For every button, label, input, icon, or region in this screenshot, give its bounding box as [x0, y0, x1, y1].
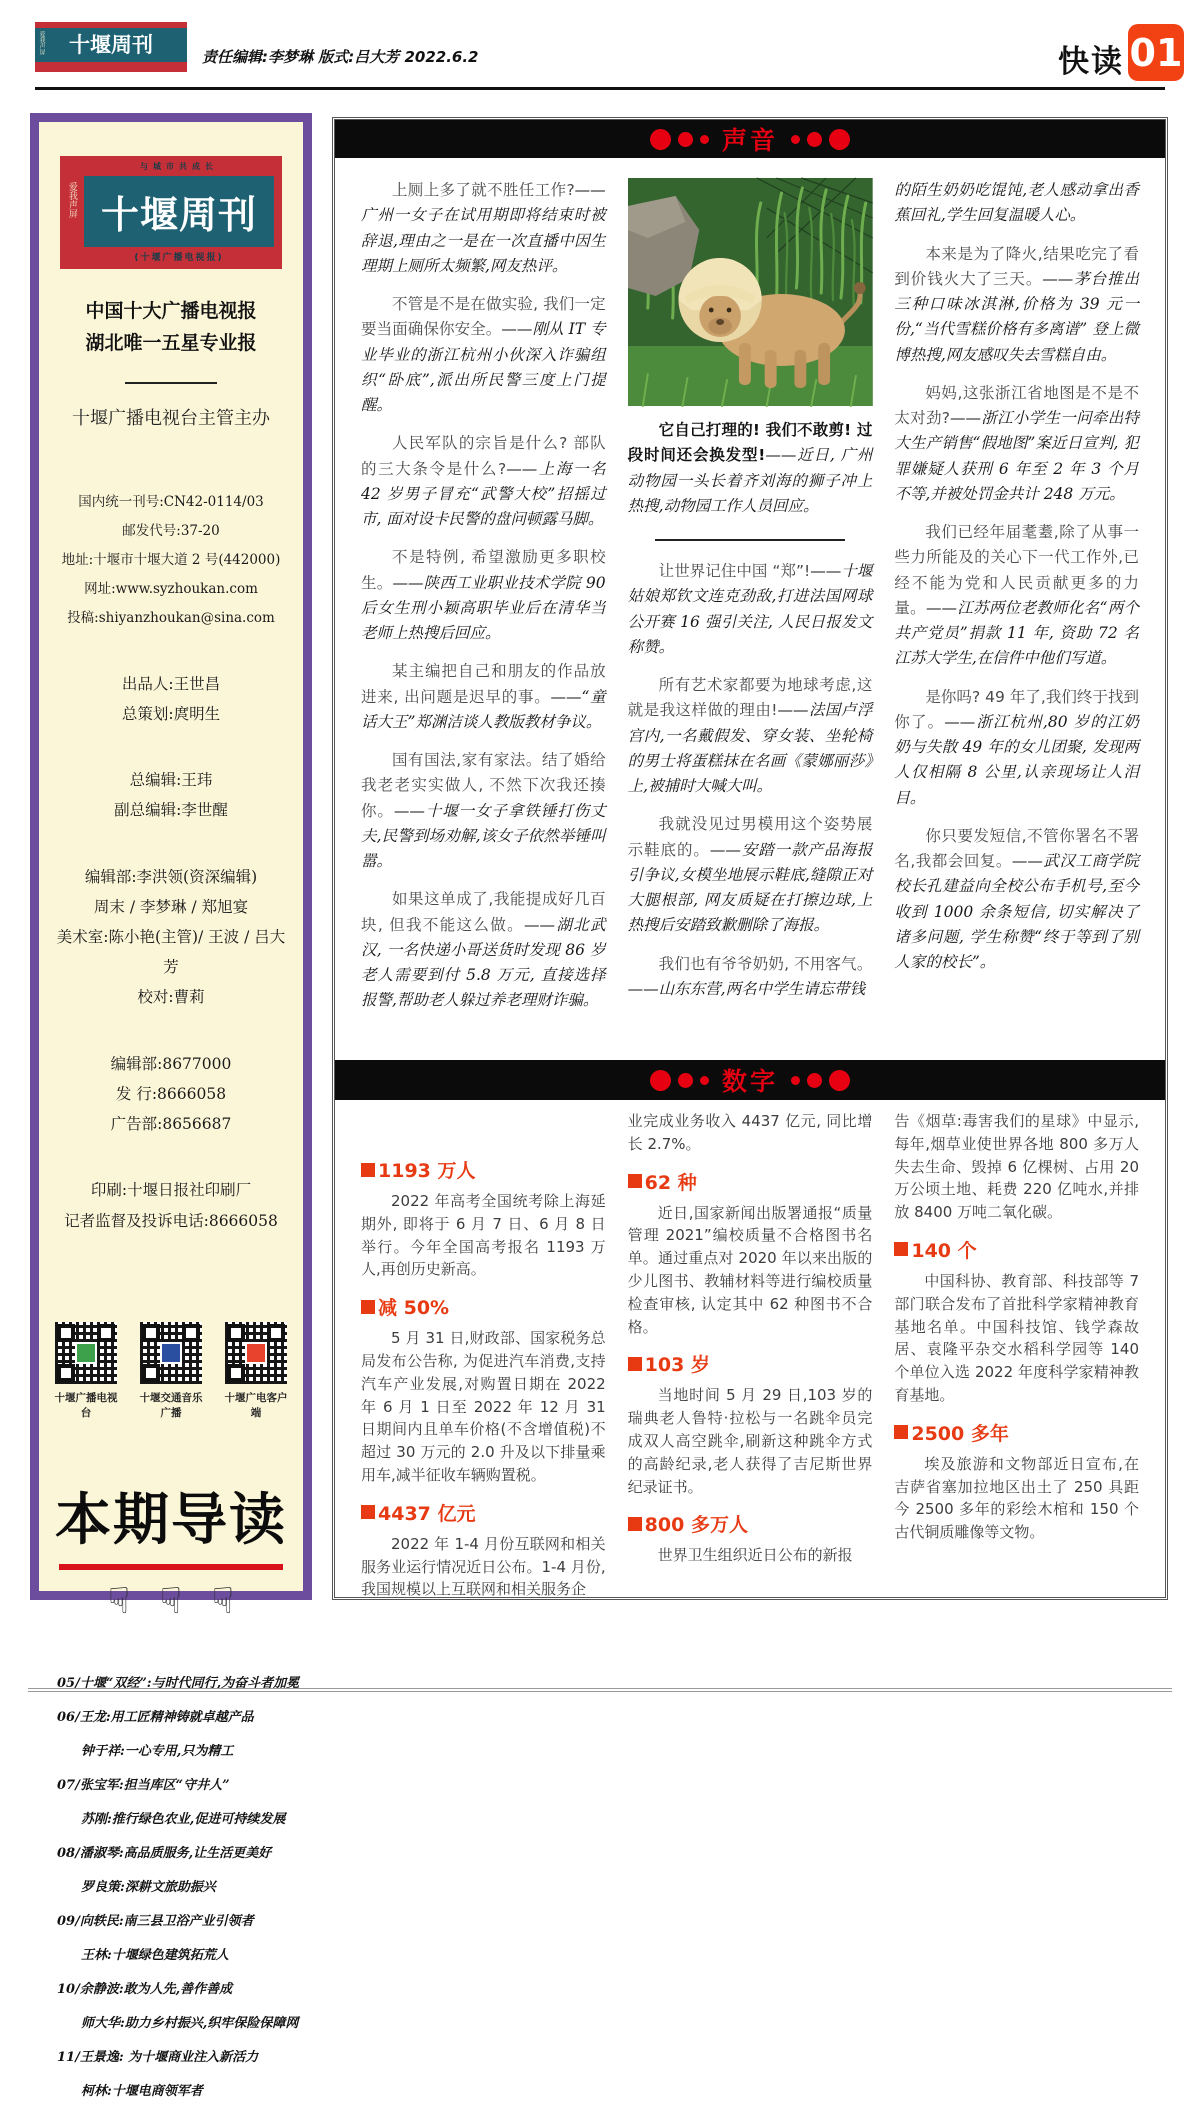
- voice-paragraph: [628, 559, 873, 660]
- numbers-section-body: [335, 1100, 1165, 1605]
- pub-info-line: 国内统一刊号:CN42-0114/03: [78, 493, 264, 510]
- guide-item: 苏刚:推行绿色农业,促进可持续发展: [81, 1812, 286, 1828]
- attribution-text: ——法国卢浮宫内,一名戴假发、穿女装、坐轮椅的男士将蛋糕抹在名画《蒙娜丽莎》上,被捕时大喊大叫。: [627, 701, 873, 795]
- attribution-text: ——安踏一款产品海报引争议,女模坐地展示鞋底,缝隙正对大腿根部, 网友质疑在打擦边球,上热搜后安踏致歉删除了海报。: [627, 840, 873, 935]
- guide-item: 师大华:助力乡村振兴,织牢保险保障网: [81, 2016, 299, 2032]
- attribution-text: ——刚从 IT 专业毕业的浙江杭州小伙深入诈骗组织“卧底”,派出所民警三度上门提醒。: [361, 320, 606, 414]
- voice-paragraph: [628, 952, 873, 1003]
- finger-down-icon: ☟: [211, 1580, 264, 1622]
- masthead: [60, 156, 282, 269]
- number-heading-text: 140 个: [911, 1239, 977, 1262]
- quote-text: 所有艺术家都要为地球考虑,这就是我这样做的理由!: [627, 676, 873, 720]
- voice-paragraph: [894, 824, 1139, 976]
- caption-quote: 它自己打理的! 我们不敢剪! 过段时间还会换发型!: [627, 421, 873, 465]
- attribution-text: ——“童话大王”郑渊洁谈人教版教材争议。: [361, 687, 606, 731]
- red-dot-icon: [650, 129, 671, 150]
- masthead-slogan: 与城市共成长: [140, 162, 218, 171]
- numbers-column-3: [894, 1110, 1139, 1605]
- pub-info-line: 网址:www.syzhoukan.com: [84, 580, 258, 597]
- red-dot-icon: [678, 1073, 693, 1088]
- red-dot-icon: [700, 135, 709, 144]
- pub-info-line: 地址:十堰市十堰大道 2 号(442000): [61, 551, 281, 568]
- number-heading: [628, 1350, 873, 1377]
- guide-item: 09/向轶民:南三县卫浴产业引领者: [57, 1914, 254, 1930]
- red-square-bullet-icon: [628, 1517, 642, 1531]
- guide-title: 本期导读: [55, 1486, 287, 1553]
- guide-item: 罗良策:深耕文旅助振兴: [81, 1880, 216, 1896]
- header-rule: [35, 87, 1165, 90]
- red-square-bullet-icon: [628, 1357, 642, 1371]
- quote-text: 我就没见过男模用这个姿势展示鞋底的。: [627, 815, 873, 859]
- staff-line: 编辑部:李洪领(资深编辑): [84, 867, 258, 886]
- red-square-bullet-icon: [628, 1174, 642, 1188]
- voice-column-2: [628, 178, 873, 1060]
- quote-text: 是你吗? 49 年了,我们终于找到你了。: [894, 687, 1140, 731]
- voice-section-title: 声音: [721, 126, 778, 155]
- editors-credit-line: 责任编辑:李梦琳 版式:吕大芳 2022.6.2: [202, 48, 479, 66]
- guide-item: 10/余静波:敢为人先,善作善成: [57, 1982, 233, 1998]
- attribution-text: ——江苏两位老教师化名“两个共产党员”捐款 11 年, 资助 72 名江苏大学生,在信件中他们写道。: [894, 598, 1140, 668]
- number-body: 埃及旅游和文物部近日宣布,在吉萨省塞加拉地区出土了 250 具距今 2500 多年的彩绘木棺和 150 个古代铜质雕像等文物。: [894, 1454, 1140, 1542]
- number-heading-text: 103 岁: [644, 1354, 710, 1377]
- quote-text: 我们已经年届耄耋,除了从事一些力所能及的关心下一代工作外,已经不能为党和人民贡献更多的力量。: [894, 523, 1140, 617]
- voice-paragraph: [894, 520, 1139, 672]
- voice-paragraph: [361, 748, 606, 874]
- numbers-column-1: [361, 1110, 606, 1605]
- qr-center-logo: [75, 1342, 97, 1364]
- number-heading: [361, 1156, 606, 1183]
- organizer-line: 十堰广播电视台主管主办: [72, 407, 270, 429]
- attribution-text: ——陕西工业职业技术学院 90 后女生刑小颖高职毕业后在清华当老师上热搜后回应。: [361, 573, 606, 642]
- quote-text: 你只要发短信,不管你署名不署名,我都会回复。: [894, 826, 1140, 870]
- staff-line: 副总编辑:李世醒: [114, 801, 228, 820]
- page-number-badge: 01: [1128, 24, 1184, 81]
- voice-paragraph: [894, 685, 1139, 811]
- numbers-column-2: [628, 1110, 873, 1605]
- guide-item: 07/张宝军:担当库区“守井人”: [57, 1778, 230, 1794]
- number-heading-text: 4437 亿元: [378, 1502, 476, 1525]
- quote-text: 某主编把自己和朋友的作品放进来, 出问题是迟早的事。: [361, 662, 606, 706]
- attribution-text: ——上海一名 42 岁男子冒充“武警大校”招摇过市, 面对设卡民警的盘问顿露马脚。: [361, 459, 606, 528]
- voice-paragraph: [361, 659, 606, 735]
- red-dot-icon: [650, 1070, 671, 1091]
- guide-item: 06/王龙:用工匠精神铸就卓越产品: [57, 1709, 254, 1725]
- guide-item: 11/王景逸: 为十堰商业注入新活力: [57, 2050, 259, 2066]
- voice-paragraph: [628, 673, 873, 799]
- guide-item: 柯林:十堰电商领军者: [81, 2084, 203, 2100]
- masthead-title: 十堰周刊: [84, 176, 274, 247]
- qr-cell: [221, 1322, 291, 1420]
- red-dot-icon: [829, 1070, 850, 1091]
- phone-line: 广告部:8656687: [110, 1115, 232, 1134]
- staff-line: 总策划:庹明生: [121, 704, 221, 723]
- printing-line: 印刷:十堰日报社印刷厂: [90, 1181, 252, 1200]
- attribution-text: ——湖北武汉, 一名快递小哥送货时发现 86 岁老人需要到付 5.8 万元, 直接选择报警,帮助老人躲过养老理财诈骗。: [361, 915, 606, 1010]
- quote-text: 不是特例, 希望激励更多职校生。: [361, 548, 606, 592]
- guide-list: [57, 1667, 300, 2110]
- red-square-bullet-icon: [361, 1163, 375, 1177]
- red-square-bullet-icon: [894, 1425, 908, 1439]
- guide-item: 钟于祥:一心专用,只为精工: [81, 1744, 234, 1760]
- attribution-text: 的陌生奶奶吃馄饨,老人感动拿出香蕉回礼,学生回复温暖人心。: [894, 181, 1140, 225]
- masthead-side-text: 爱我声屏: [38, 31, 45, 55]
- quote-text: 如果这单成了,我能提成好几百块, 但我不能这么做。: [361, 890, 606, 934]
- guide-item: 王林:十堰绿色建筑拓荒人: [81, 1948, 229, 1964]
- phone-line: 编辑部:8677000: [110, 1054, 232, 1073]
- staff-line: 美术室:陈小艳(主管)/ 王波 / 吕大芳: [56, 927, 286, 977]
- qr-label: 十堰广播电视台: [54, 1391, 118, 1419]
- number-heading: [894, 1236, 1139, 1263]
- red-dot-icon: [700, 1076, 709, 1085]
- numbers-section-bar: [335, 1060, 1165, 1100]
- qr-label: 十堰广电客户端: [224, 1391, 288, 1419]
- printing-line: 记者监督及投诉电话:8666058: [64, 1211, 278, 1230]
- voice-paragraph: [361, 887, 606, 1013]
- page-bottom-rule: [28, 1688, 1172, 1692]
- number-heading-text: 2500 多年: [911, 1422, 1009, 1445]
- staff-line: 校对:曹莉: [137, 988, 205, 1007]
- column-divider: [655, 539, 845, 541]
- number-heading: [628, 1168, 873, 1195]
- voice-section-bar: [335, 120, 1165, 158]
- voice-paragraph: [361, 545, 606, 646]
- red-square-bullet-icon: [894, 1242, 908, 1256]
- red-dot-icon: [807, 132, 822, 147]
- attribution-text: ——山东东营,两名中学生请忘带钱: [627, 979, 866, 998]
- voice-paragraph: [361, 431, 606, 532]
- section-label: 快读: [1058, 44, 1124, 80]
- sidebar: [30, 113, 312, 2100]
- quote-text: 不管是不是在做实验, 我们一定要当面确保你安全。: [361, 295, 606, 339]
- voice-paragraph: [894, 381, 1139, 507]
- voice-paragraph-continuation: [894, 178, 1139, 229]
- voice-column-1: [361, 178, 606, 1060]
- attribution-text: ——武汉工商学院校长孔建益向全校公布手机号,至今收到 1000 余条短信, 切实解决了诸多问题, 学生称赞“终于等到了别人家的校长”。: [894, 852, 1140, 971]
- voice-paragraph: [628, 812, 873, 938]
- quote-text: 妈妈,这张浙江省地图是不是不太对劲?: [894, 383, 1140, 427]
- number-heading-text: 减 50%: [378, 1297, 450, 1320]
- number-body-continuation: 业完成业务收入 4437 亿元, 同比增长 2.7%。: [627, 1112, 873, 1153]
- number-heading: [361, 1293, 606, 1320]
- attribution-text: ——十堰姑娘郑钦文连克劲敌,打进法国网球公开赛 16 强引关注, 人民日报发文称赞。: [627, 562, 873, 656]
- attribution-text: ——十堰一女子拿铁锤打伤丈夫,民警到场劝解,该女子依然举锤叫嚣。: [361, 801, 606, 870]
- phones-block: [51, 1049, 291, 1140]
- qr-cell: [51, 1322, 121, 1420]
- honor-line: 中国十大广播电视报: [85, 300, 257, 322]
- number-body: 中国科协、教育部、科技部等 7 部门联合发布了首批科学家精神教育基地名单。中国科技馆、钱学森故居、袁隆平杂交水稻科学园等 140 个单位入选 2022 年度科学家精神教育基地。: [894, 1271, 1140, 1404]
- number-body-continuation: 告《烟草:毒害我们的星球》中显示,每年,烟草业使世界各地 800 多万人失去生命、毁掉 6 亿棵树、占用 20 万公顷土地、耗费 220 亿吨水,并排放 8400 万吨二氧化碳。: [894, 1112, 1140, 1222]
- guide-title-underline: [59, 1564, 283, 1570]
- chief-editors-block: [51, 765, 291, 825]
- quote-text: 国有国法,家有家法。结了婚给我老老实实做人, 不然下次我还揍你。: [361, 751, 606, 820]
- red-square-bullet-icon: [361, 1505, 375, 1519]
- voice-paragraph: [361, 292, 606, 418]
- staff-line: 总编辑:王玮: [129, 771, 213, 790]
- phone-line: 发 行:8666058: [115, 1084, 227, 1103]
- quote-text: 上厕上多了就不胜任工作?: [392, 181, 575, 199]
- masthead-subtitle: (十堰广播电视报): [134, 253, 224, 263]
- producers-block: [51, 669, 291, 729]
- qr-code-app-client: [225, 1322, 287, 1384]
- staff-line: 出品人:王世昌: [121, 674, 221, 693]
- red-dot-icon: [807, 1073, 822, 1088]
- masthead-logo-small: [35, 22, 187, 72]
- voice-paragraph: [361, 178, 606, 279]
- divider: [125, 382, 217, 384]
- printing-block: [51, 1175, 291, 1235]
- photo-caption: [628, 418, 873, 519]
- spacer: [361, 1110, 606, 1144]
- qr-cell: [136, 1322, 206, 1420]
- masthead-logo-title: 十堰周刊: [69, 32, 153, 57]
- publication-info: [51, 488, 291, 633]
- number-body: 5 月 31 日,财政部、国家税务总局发布公告称, 为促进汽车消费,支持汽车产业发展,对购置日期在 2022 年 6 月 1 日至 2022 年 12 月 31 日期间内且单车价格(不含增值税)不超过 30 万元的 2.0 升及以下排量乘用车,减半征收车辆购置税。: [361, 1329, 606, 1484]
- qr-code-row: [51, 1322, 291, 1420]
- finger-down-icon: ☟: [108, 1580, 161, 1622]
- guide-item: 08/潘淑琴:高品质服务,让生活更美好: [57, 1846, 272, 1862]
- red-dot-icon: [791, 135, 800, 144]
- number-heading-text: 1193 万人: [378, 1160, 476, 1182]
- pointing-finger-icons: [51, 1580, 291, 1623]
- qr-code-tv-station: [55, 1322, 117, 1384]
- red-square-bullet-icon: [361, 1300, 375, 1314]
- number-body: 世界卫生组织近日公布的新报: [657, 1546, 853, 1565]
- lion-photo: [628, 178, 873, 406]
- quote-text: 让世界记住中国 “郑”!: [658, 562, 811, 580]
- pub-info-line: 投稿:shiyanzhoukan@sina.com: [67, 609, 275, 626]
- attribution-text: ——茅台推出三种口味冰淇淋,价格为 39 元一份,“当代雪糕价格有多离谱” 登上微博热搜,网友感叹失去雪糕自由。: [894, 269, 1140, 364]
- number-heading-text: 62 种: [644, 1171, 697, 1194]
- qr-label: 十堰交通音乐广播: [139, 1391, 203, 1419]
- quote-text: 本来是为了降火,结果吃完了看到价钱火大了三天。: [894, 244, 1140, 288]
- red-dot-icon: [678, 132, 693, 147]
- honor-line: 湖北唯一五星专业报: [85, 332, 257, 355]
- pub-info-line: 邮发代号:37-20: [122, 522, 220, 539]
- number-body: 当地时间 5 月 29 日,103 岁的瑞典老人鲁特·拉松与一名跳伞员完成双人高空跳伞,刷新这种跳伞方式的高龄纪录,老人获得了吉尼斯世界纪录证书。: [627, 1386, 873, 1496]
- honors-block: [51, 295, 291, 360]
- numbers-section-title: 数字: [721, 1067, 778, 1096]
- quote-text: 人民军队的宗旨是什么? 部队的三大条令是什么?: [361, 434, 606, 478]
- voice-column-3: [894, 178, 1139, 1060]
- qr-center-logo: [245, 1342, 267, 1364]
- number-body: 近日,国家新闻出版署通报“质量管理 2021”编校质量不合格图书名单。通过重点对 2020 年以来出版的少儿图书、教辅材料等进行编校质量检查审核, 认定其中 62 种图书不合格。: [627, 1203, 873, 1336]
- qr-center-logo: [160, 1342, 182, 1364]
- voice-paragraph: [894, 242, 1139, 368]
- finger-down-icon: ☟: [160, 1580, 212, 1622]
- red-dot-icon: [829, 129, 850, 150]
- number-heading: [361, 1499, 606, 1526]
- number-body: 2022 年 1-4 月份互联网和相关服务业运行情况近日公布。1-4 月份,我国规模以上互联网和相关服务企: [361, 1534, 606, 1599]
- number-heading-text: 800 多万人: [644, 1514, 748, 1537]
- number-heading: [894, 1419, 1139, 1446]
- attribution-text: ——广州一女子在试用期即将结束时被辞退,理由之一是在一次直播中因生理期上厕所太频繁,网友热评。: [361, 181, 606, 275]
- voice-section-body: [335, 158, 1165, 1060]
- guide-item: 05/十堰“双经”:与时代同行,为奋斗者加冕: [57, 1675, 300, 1691]
- masthead-logo-band: [35, 28, 187, 62]
- red-dot-icon: [791, 1076, 800, 1085]
- qr-code-traffic-radio: [140, 1322, 202, 1384]
- number-body: 2022 年高考全国统考除上海延期外, 即将于 6 月 7 日、6 月 8 日举行。今年全国高考报名 1193 万人,再创历史新高。: [361, 1192, 606, 1279]
- staff-block: [51, 862, 291, 1013]
- staff-line: 周末 / 李梦琳 / 郑旭宴: [93, 897, 249, 916]
- main-content-box: [332, 117, 1168, 1600]
- caption-attribution: ——近日, 广州动物园一头长着齐刘海的狮子冲上热搜,动物园工作人员回应。: [627, 446, 873, 515]
- masthead-vertical-text: 爱我声屏: [66, 182, 77, 218]
- number-heading: [628, 1510, 873, 1537]
- quote-text: 我们也有爷爷奶奶, 不用客气。: [658, 954, 873, 973]
- attribution-text: ——浙江杭州,80 岁的江奶奶与失散 49 年的女儿团聚, 发现两人仅相隔 8 公里,认亲现场让人泪目。: [894, 712, 1140, 807]
- attribution-text: ——浙江小学生一问牵出特大生产销售“假地图”案近日宣判, 犯罪嫌疑人获刑 6 年至 2 年 3 个月不等,并被处罚金共计 248 万元。: [894, 409, 1140, 503]
